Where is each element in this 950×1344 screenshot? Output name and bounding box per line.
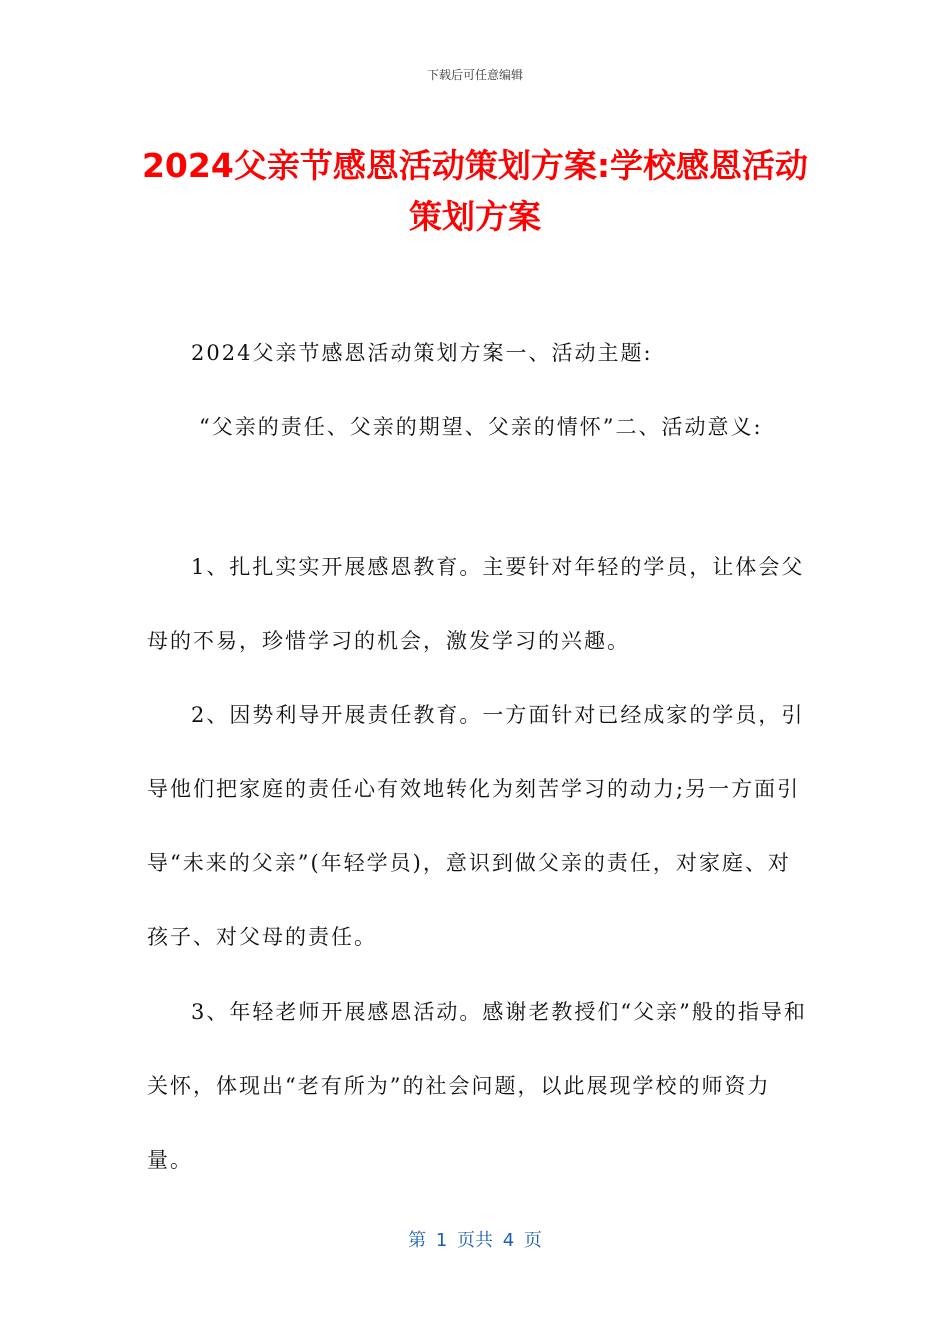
header-note: 下载后可任意编辑 <box>426 68 523 82</box>
page-footer <box>0 1226 950 1252</box>
paragraph-item-2: 2、因势利导开展责任教育。一方面针对已经成家的学员，引导他们把家庭的责任心有效地转化为刻苦学习的动力;另一方面引导“未来的父亲”(年轻学员)，意识到做父亲的责任，对家庭、对孩子、对父母的责任。 <box>147 703 805 949</box>
paragraph-theme: “父亲的责任、父亲的期望、父亲的情怀”二、活动意义: <box>199 415 763 439</box>
document-title: 2024父亲节感恩活动策划方案:学校感恩活动策划方案 <box>141 146 809 236</box>
paragraph-item-1: 1、扎扎实实开展感恩教育。主要针对年轻的学员，让体会父母的不易，珍惜学习的机会，激发学习的兴趣。 <box>147 555 805 653</box>
page-number-label: 第 1 页共 4 页 <box>408 1230 542 1251</box>
paragraph-item-3: 3、年轻老师开展感恩活动。感谢老教授们“父亲”般的指导和关怀，体现出“老有所为”的社会问题，以此展现学校的师资力量。 <box>147 1000 807 1172</box>
paragraph-intro: 2024父亲节感恩活动策划方案一、活动主题: <box>191 341 653 365</box>
